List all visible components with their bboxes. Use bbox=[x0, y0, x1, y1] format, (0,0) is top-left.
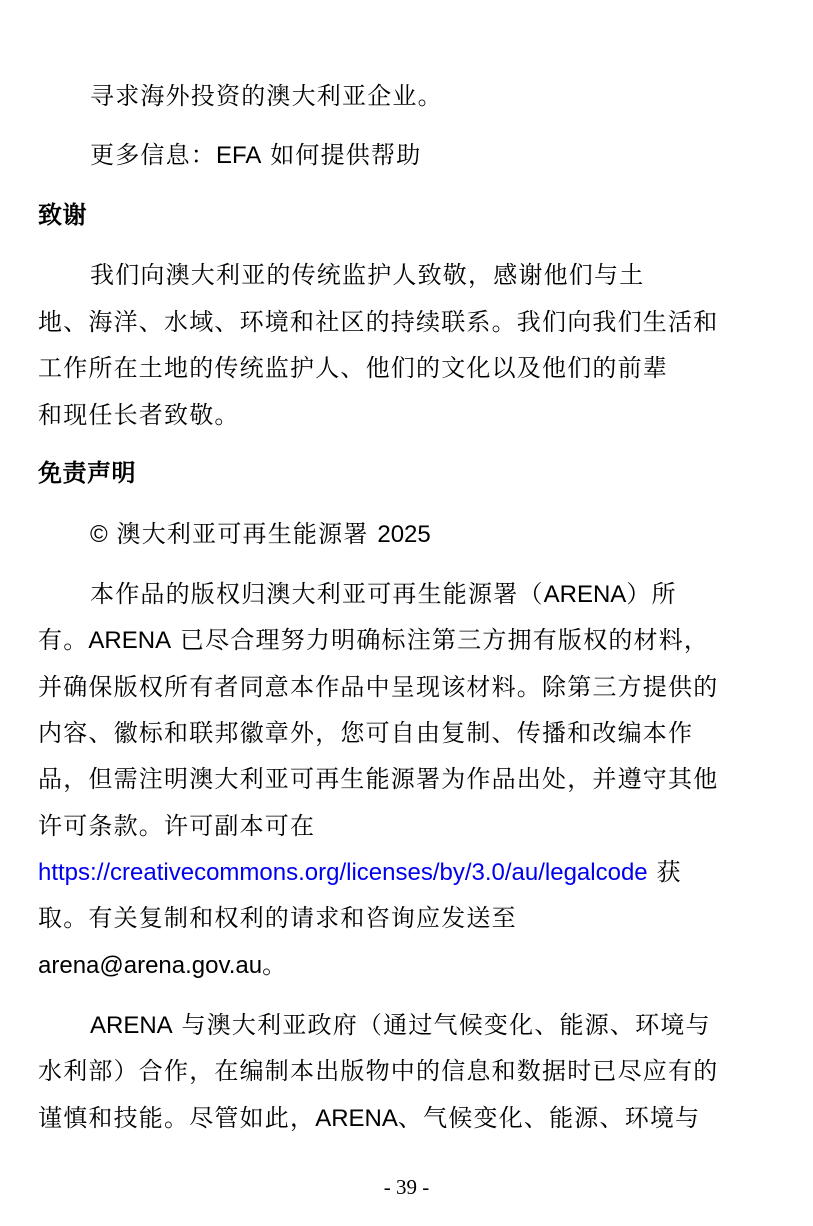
copyright-symbol: © bbox=[90, 521, 108, 548]
disclaimer-line: 水利部）合作，在编制本出版物中的信息和数据时已尽应有的 bbox=[38, 1057, 719, 1085]
disclaimer-line: 并确保版权所有者同意本作品中呈现该材料。除第三方提供的 bbox=[38, 673, 719, 701]
email-address[interactable]: arena@arena.gov.au bbox=[38, 952, 263, 979]
efa-link[interactable]: EFA bbox=[216, 142, 262, 169]
acknowledgement-heading: 致谢 bbox=[38, 201, 87, 229]
disclaimer-line: 品，但需注明澳大利亚可再生能源署为作品出处，并遵守其他 bbox=[38, 765, 719, 793]
disclaimer-line: 本作品的版权归澳大利亚可再生能源署（ARENA）所 bbox=[90, 580, 677, 608]
disclaimer-line: 内容、徽标和联邦徽章外，您可自由复制、传播和改编本作 bbox=[38, 719, 694, 747]
disclaimer-line: 许可条款。许可副本可在 bbox=[38, 812, 316, 840]
email-line: arena@arena.gov.au。 bbox=[38, 951, 288, 979]
acknowledgement-line: 地、海洋、水域、环境和社区的持续联系。我们向我们生活和 bbox=[38, 308, 719, 336]
copyright-year: 2025 bbox=[377, 521, 431, 548]
disclaimer-line: 谨慎和技能。尽管如此，ARENA、气候变化、能源、环境与 bbox=[38, 1104, 701, 1132]
how-to-help-link[interactable]: 如何提供帮助 bbox=[261, 141, 422, 169]
disclaimer-line: 有。ARENA 已尽合理努力明确标注第三方拥有版权的材料， bbox=[38, 626, 710, 654]
disclaimer-line: 取。有关复制和权利的请求和咨询应发送至 bbox=[38, 904, 517, 932]
copyright-line: © 澳大利亚可再生能源署 2025 bbox=[90, 520, 431, 548]
acknowledgement-line: 工作所在土地的传统监护人、他们的文化以及他们的前辈 bbox=[38, 354, 668, 382]
acknowledgement-line: 我们向澳大利亚的传统监护人致敬，感谢他们与土 bbox=[90, 261, 645, 289]
license-url-link[interactable]: https://creativecommons.org/licenses/by/3.0/au/legalcode bbox=[38, 859, 648, 886]
disclaimer-heading: 免责声明 bbox=[38, 459, 136, 487]
page-number: - 39 - bbox=[383, 1175, 430, 1199]
more-info-line: 更多信息：EFA 如何提供帮助 bbox=[90, 141, 422, 169]
disclaimer-line: ARENA 与澳大利亚政府（通过气候变化、能源、环境与 bbox=[90, 1011, 711, 1039]
body-line: 寻求海外投资的澳大利亚企业。 bbox=[90, 82, 443, 110]
acknowledgement-line: 和现任长者致敬。 bbox=[38, 401, 240, 429]
license-line: https://creativecommons.org/licenses/by/3.0/au/legalcode 获 bbox=[38, 858, 682, 886]
